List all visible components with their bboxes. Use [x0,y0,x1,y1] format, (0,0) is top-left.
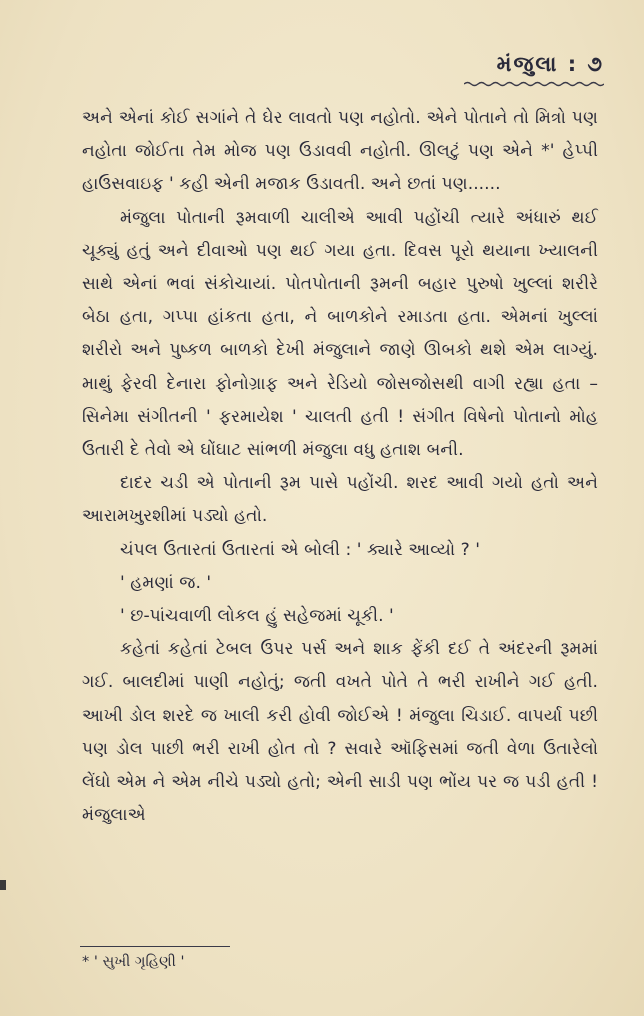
paragraph-3: દાદર ચડી એ પોતાની રૂમ પાસે પહોંચી. શરદ આવી ગયો હતો અને આરામખુરશીમાં પડ્યો હતો. [82,473,598,527]
running-head-title: મંજુલા : ૭ [496,52,604,76]
footnote-divider [80,946,230,947]
paragraph-4: કહેતાં કહેતાં ટેબલ ઉપર પર્સ અને શાક ફેંકી દઈ તે અંદરની રૂમમાં ગઈ. બાલદીમાં પાણી નહોતું; જતી વખતે પોતે તે ભરી રાખીને ગઈ હતી. આખી ડોલ શરદે જ ખાલી કરી હોવી જોઈએ ! મંજુલા ચિડાઈ. વાપર્યા પછી પણ ડોલ પાછી ભરી રાખી હોત તો ? સવારે ઑફિસમાં જતી વેળા ઉતારેલો લેંઘો એમ ને એમ નીચે પડ્યો હતો; એની સાડી પણ ભોંય પર જ પડી હતી ! મંજુલાએ [82,639,598,826]
running-header [424,52,604,87]
paragraph-1: અને એનાં કોઈ સગાંને તે ઘેર લાવતો પણ નહોતો. એને પોતાને તો મિત્રો પણ નહોતા જોઈતા તેમ મોજ પણ ઉડાવવી નહોતી. ઊલટું પણ એને *' હેપ્પી હાઉસવાઇફ ' કહી એની મજાક ઉડાવતી. અને છતાં પણ...... [82,108,598,195]
page-edge-mark [0,880,6,890]
footnote: * ' સુખી ગૃહિણી ' [82,954,185,970]
dialogue-line-2: ' હમણાં જ. ' [120,572,212,593]
dialogue-line-1: ચંપલ ઉતારતાં ઉતારતાં એ બોલી : ' ક્યારે આવ્યો ? ' [120,539,480,560]
wavy-underline [464,81,604,87]
dialogue-line-3: ' છ-પાંચવાળી લોકલ હું સહેજમાં ચૂકી. ' [120,606,394,627]
body-text [82,102,598,832]
paragraph-2: મંજુલા પોતાની રૂમવાળી ચાલીએ આવી પહોંચી ત્યારે અંધારું થઈ ચૂક્યું હતું અને દીવાઓ પણ થઈ ગયા હતા. દિવસ પૂરો થયાના ખ્યાલની સાથે એનાં ભવાં સંકોચાયાં. પોતપોતાની રૂમની બહાર પુરુષો ખુલ્લાં શરીરે બેઠા હતા, ગપ્પા હાંકતા હતા, ને બાળકોને રમાડતા હતા. એમનાં ખુલ્લાં શરીરો અને પુષ્કળ બાળકો દેખી મંજુલાને જાણે ઊબકો થશે એમ લાગ્યું. માથું ફેરવી દેનારા ફોનોગ્રાફ અને રેડિયો જોસજોસથી વાગી રહ્યા હતા – સિનેમા સંગીતની ' ફરમાયેશ ' ચાલતી હતી ! સંગીત વિષેનો પોતાનો મોહ ઉતારી દે તેવો એ ઘોંઘાટ સાંભળી મંજુલા વધુ હતાશ બની. [82,207,598,461]
